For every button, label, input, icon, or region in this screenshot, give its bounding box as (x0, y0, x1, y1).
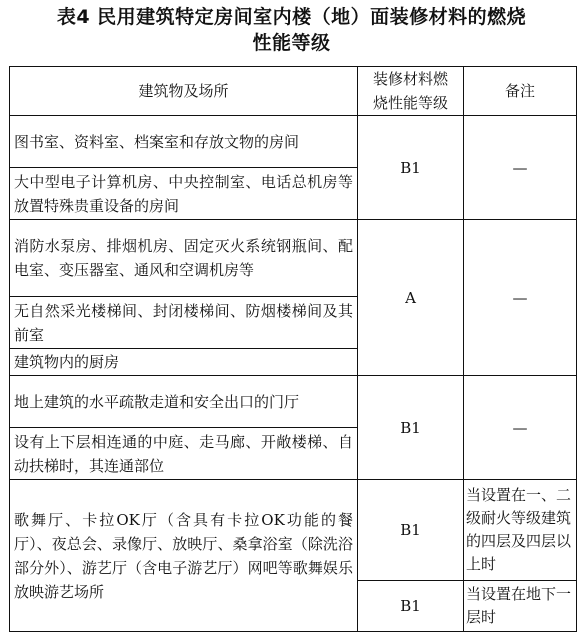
note-cell: 当设置在地下一层时 (464, 581, 577, 632)
place-cell: 消防水泵房、排烟机房、固定灭火系统钢瓶间、配电室、变压器室、通风和空调机房等 (10, 220, 358, 297)
title-line-1: 表4 民用建筑特定房间室内楼（地）面装修材料的燃烧 (56, 6, 527, 28)
table-row (10, 376, 577, 428)
place-cell: 设有上下层相连通的中庭、走马廊、开敞楼梯、自动扶梯时，其连通部位 (10, 428, 358, 480)
table-row (10, 480, 577, 581)
place-cell: 图书室、资料室、档案室和存放文物的房间 (10, 116, 358, 168)
note-cell: 当设置在一、二级耐火等级建筑的四层及四层以上时 (464, 480, 577, 581)
table-title (0, 4, 583, 56)
note-cell: — (464, 376, 577, 480)
header-row (10, 67, 577, 116)
grade-cell: B1 (358, 480, 464, 581)
note-cell: — (464, 220, 577, 376)
table-row (10, 116, 577, 168)
header-note: 备注 (464, 67, 577, 116)
place-cell: 歌舞厅、卡拉OK厅（含具有卡拉OK功能的餐厅）、夜总会、录像厅、放映厅、桑拿浴室（除洗浴部分外）、游艺厅（含电子游艺厅）网吧等歌舞娱乐放映游艺场所 (10, 480, 358, 632)
grade-cell: B1 (358, 581, 464, 632)
place-cell: 建筑物内的厨房 (10, 349, 358, 376)
fire-rating-table (9, 66, 577, 632)
header-place: 建筑物及场所 (10, 67, 358, 116)
grade-cell: B1 (358, 376, 464, 480)
grade-cell: B1 (358, 116, 464, 220)
note-cell: — (464, 116, 577, 220)
table-row (10, 220, 577, 297)
grade-cell: A (358, 220, 464, 376)
place-cell: 地上建筑的水平疏散走道和安全出口的门厅 (10, 376, 358, 428)
title-line-2: 性能等级 (252, 32, 331, 54)
place-cell: 大中型电子计算机房、中央控制室、电话总机房等放置特殊贵重设备的房间 (10, 168, 358, 220)
header-grade: 装修材料燃烧性能等级 (358, 67, 464, 116)
place-cell: 无自然采光楼梯间、封闭楼梯间、防烟楼梯间及其前室 (10, 297, 358, 349)
